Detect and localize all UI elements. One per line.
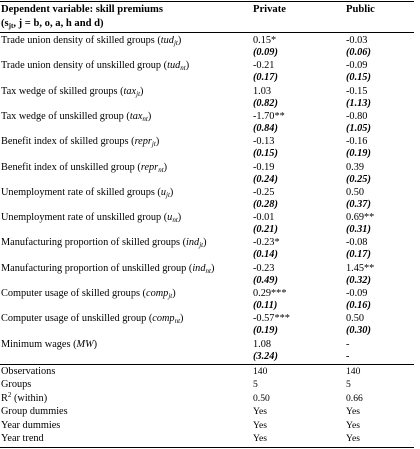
variable-label: Manufacturing proportion of skilled groups (ind$_{jt}$) xyxy=(1,237,207,250)
se-private: (0.24) xyxy=(253,173,278,185)
se-private: (0.21) xyxy=(253,224,278,236)
se-public: (0.32) xyxy=(346,274,371,286)
coef-private: 1.08 xyxy=(253,338,272,350)
se-private: (0.14) xyxy=(253,249,278,261)
stat-private: Yes xyxy=(253,419,267,431)
coef-private: -0.23* xyxy=(253,237,280,249)
statistic-label: Year trend xyxy=(1,433,44,444)
dependent-variable-subtitle: ($s_{jt}$, j = b, o, a, h and d) xyxy=(1,18,104,30)
coef-public: 0.39 xyxy=(346,161,365,173)
se-private: (0.84) xyxy=(253,122,278,134)
coef-private: 0.15* xyxy=(253,35,277,46)
stat-private: 0.50 xyxy=(253,392,270,404)
coef-public: - xyxy=(346,338,350,350)
variable-label: Trade union density of unskilled group (tud$_{nt}$) xyxy=(1,60,190,73)
coef-public: 0.50 xyxy=(346,313,365,325)
se-public: (0.06) xyxy=(346,47,371,58)
statistic-label: Groups xyxy=(1,379,32,391)
table-top-rule xyxy=(0,1,414,2)
coef-private: -1.70** xyxy=(253,110,285,122)
se-public: (0.17) xyxy=(346,249,371,261)
stat-private: 140 xyxy=(253,366,268,377)
se-private: (0.28) xyxy=(253,198,278,210)
coef-public: -0.15 xyxy=(346,85,368,97)
stat-private: Yes xyxy=(253,433,267,444)
variable-label: Benefit index of unskilled group (repr$_{nt}$) xyxy=(1,161,168,174)
coef-public: 1.45** xyxy=(346,262,375,274)
header-rule xyxy=(0,32,414,33)
variable-label: Manufacturing proportion of unskilled group (ind$_{nt}$) xyxy=(1,262,215,275)
variable-label: Tax wedge of unskilled group (tax$_{nt}$) xyxy=(1,110,152,123)
stat-public: Yes xyxy=(346,419,360,431)
stat-public: Yes xyxy=(346,433,360,444)
coef-public: 0.50 xyxy=(346,186,365,198)
se-public: (0.25) xyxy=(346,173,371,185)
stats-rule xyxy=(0,364,414,365)
variable-label: Unemployment rate of skilled groups $(u_{jt})$ xyxy=(1,186,174,199)
coef-private: 0.29*** xyxy=(253,288,287,299)
se-private: (0.49) xyxy=(253,274,278,286)
se-private: (0.09) xyxy=(253,47,278,58)
se-private: (0.19) xyxy=(253,325,278,337)
se-private: (0.17) xyxy=(253,72,278,84)
se-private: (0.11) xyxy=(253,300,278,311)
coef-public: -0.08 xyxy=(346,237,368,249)
stat-public: Yes xyxy=(346,406,360,418)
statistic-label: Group dummies xyxy=(1,406,68,418)
table-bottom-rule xyxy=(0,447,414,448)
se-private: (0.82) xyxy=(253,97,278,109)
se-public: (0.15) xyxy=(346,72,371,84)
column-header-public: Public xyxy=(346,4,375,15)
coef-private: -0.21 xyxy=(253,60,275,72)
coef-private: -0.13 xyxy=(253,136,275,148)
stat-private: 5 xyxy=(253,379,258,391)
se-public: - xyxy=(346,350,350,362)
dependent-variable-title: Dependent variable: skill premiums xyxy=(1,4,163,15)
variable-label: Computer usage of skilled groups (comp$_{jt}$) xyxy=(1,288,176,300)
se-private: (0.15) xyxy=(253,148,278,160)
variable-label: Trade union density of skilled groups (tud$_{jt}$) xyxy=(1,35,182,47)
se-public: (1.13) xyxy=(346,97,371,109)
coef-public: -0.16 xyxy=(346,136,368,148)
statistic-label: Observations xyxy=(1,366,56,377)
variable-label: Tax wedge of skilled groups (tax$_{jt}$) xyxy=(1,85,144,98)
statistic-label: Year dummies xyxy=(1,419,61,431)
coef-private: -0.19 xyxy=(253,161,275,173)
coef-public: 0.69** xyxy=(346,212,375,224)
se-public: (0.30) xyxy=(346,325,371,337)
stat-public: 5 xyxy=(346,379,351,391)
se-public: (0.37) xyxy=(346,198,371,210)
se-public: (0.16) xyxy=(346,300,371,311)
coef-private: -0.25 xyxy=(253,186,275,198)
stat-private: Yes xyxy=(253,406,267,418)
variable-label: Benefit index of skilled groups (repr$_{jt}$) xyxy=(1,136,160,149)
coef-public: -0.09 xyxy=(346,60,368,72)
column-header-private: Private xyxy=(253,4,286,15)
se-private: (3.24) xyxy=(253,350,278,362)
coef-private: 1.03 xyxy=(253,85,272,97)
variable-label: Computer usage of unskilled group (comp$_{nt}$) xyxy=(1,313,184,326)
se-public: (0.31) xyxy=(346,224,371,236)
coef-public: -0.03 xyxy=(346,35,368,46)
stat-public: 0.66 xyxy=(346,392,363,404)
coef-private: -0.57*** xyxy=(253,313,290,325)
coef-private: -0.01 xyxy=(253,212,275,224)
coef-public: -0.09 xyxy=(346,288,368,299)
variable-label: Unemployment rate of unskilled group $(u_{nt})$ xyxy=(1,212,182,225)
se-public: (1.05) xyxy=(346,122,371,134)
variable-label: Minimum wages (MW) xyxy=(1,338,98,350)
stat-public: 140 xyxy=(346,366,361,377)
coef-public: -0.80 xyxy=(346,110,368,122)
statistic-label: $R^2$ (within) xyxy=(1,390,48,404)
coef-private: -0.23 xyxy=(253,262,275,274)
se-public: (0.19) xyxy=(346,148,371,160)
